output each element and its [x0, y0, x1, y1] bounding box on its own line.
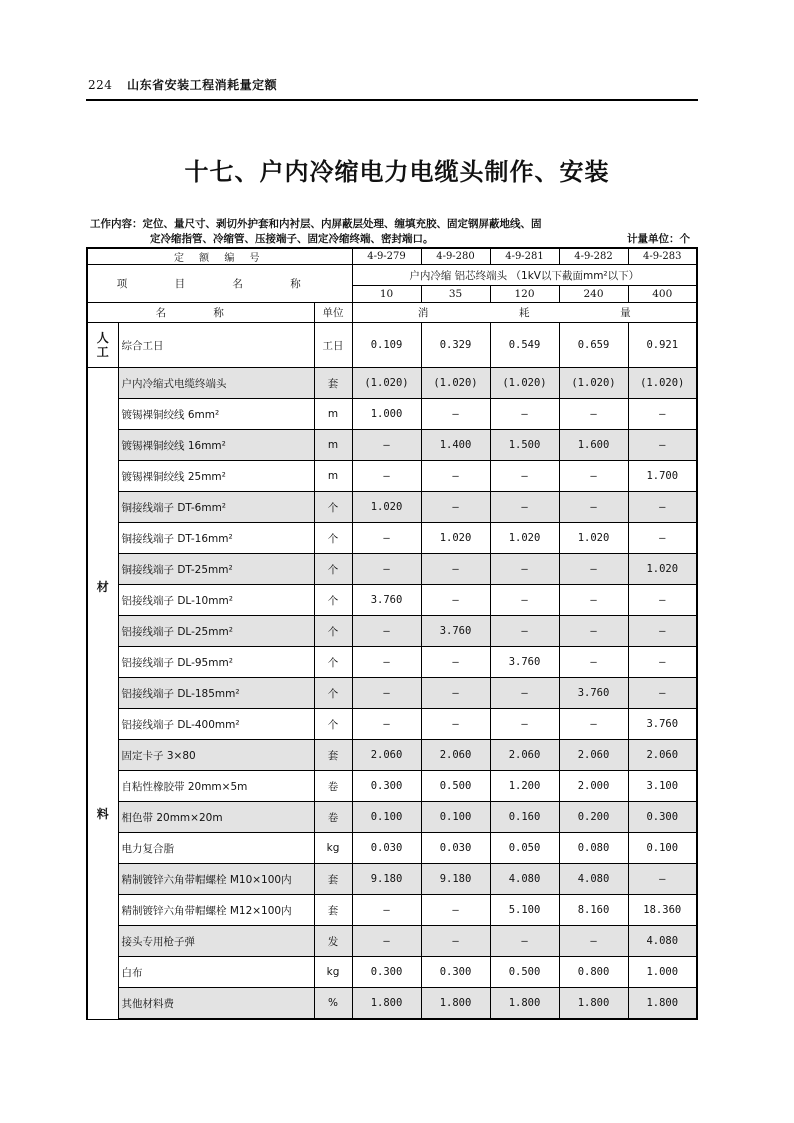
material-value: 1.020 — [628, 554, 697, 585]
material-value: — — [421, 554, 490, 585]
material-value: — — [490, 554, 559, 585]
labor-value: 0.109 — [352, 323, 421, 368]
material-value: — — [559, 647, 628, 678]
material-value: 9.180 — [352, 864, 421, 895]
material-value: — — [421, 647, 490, 678]
material-value: — — [352, 616, 421, 647]
material-value: — — [490, 492, 559, 523]
material-value: 0.300 — [421, 957, 490, 988]
section-title: 十七、户内冷缩电力电缆头制作、安装 — [184, 158, 610, 186]
material-name: 户内冷缩式电缆终端头 — [118, 368, 314, 399]
material-row — [87, 430, 697, 461]
material-value: — — [352, 678, 421, 709]
material-value: — — [559, 709, 628, 740]
material-unit: 个 — [314, 709, 352, 740]
material-value: — — [352, 926, 421, 957]
material-value: — — [559, 399, 628, 430]
spec-cell: 400 — [628, 286, 697, 303]
material-value: 2.060 — [421, 740, 490, 771]
material-value: — — [490, 926, 559, 957]
spec-cell: 10 — [352, 286, 421, 303]
consumption-char: 量 — [620, 307, 631, 319]
material-row — [87, 678, 697, 709]
material-value: — — [490, 678, 559, 709]
material-value: 3.760 — [352, 585, 421, 616]
material-value: 18.360 — [628, 895, 697, 926]
material-value: — — [490, 709, 559, 740]
material-value: — — [421, 895, 490, 926]
material-unit: m — [314, 399, 352, 430]
material-value: — — [421, 461, 490, 492]
material-value: 0.030 — [421, 833, 490, 864]
material-value: 0.300 — [628, 802, 697, 833]
material-value: — — [559, 926, 628, 957]
material-value: 3.760 — [490, 647, 559, 678]
material-unit: kg — [314, 833, 352, 864]
material-unit: 个 — [314, 523, 352, 554]
material-value: — — [421, 926, 490, 957]
material-value: 8.160 — [559, 895, 628, 926]
material-unit: 卷 — [314, 802, 352, 833]
material-value: 1.020 — [352, 492, 421, 523]
item-name-label: 项 目 名 称 — [87, 265, 352, 303]
item-description: 户内冷缩 铝芯终端头 （1kV以下截面mm²以下） — [352, 265, 697, 286]
material-value: 0.030 — [352, 833, 421, 864]
labor-unit: 工日 — [314, 323, 352, 368]
material-unit: % — [314, 988, 352, 1020]
material-unit: 套 — [314, 864, 352, 895]
material-row — [87, 492, 697, 523]
material-name: 其他材料费 — [118, 988, 314, 1020]
material-row — [87, 864, 697, 895]
material-unit: 套 — [314, 740, 352, 771]
labor-row — [87, 323, 697, 368]
material-value: 0.080 — [559, 833, 628, 864]
material-value: — — [421, 492, 490, 523]
material-value: (1.020) — [490, 368, 559, 399]
material-name: 镀锡裸铜绞线 25mm² — [118, 461, 314, 492]
code-row — [87, 248, 697, 265]
material-value: — — [628, 678, 697, 709]
material-value: — — [559, 616, 628, 647]
material-value: 9.180 — [421, 864, 490, 895]
code-cell: 4-9-281 — [490, 248, 559, 265]
material-name: 电力复合脂 — [118, 833, 314, 864]
material-value: 0.050 — [490, 833, 559, 864]
material-value: — — [421, 709, 490, 740]
material-value: — — [490, 616, 559, 647]
material-name: 精制镀锌六角带帽螺栓 M10×100内 — [118, 864, 314, 895]
material-value: 0.200 — [559, 802, 628, 833]
material-value: 0.100 — [352, 802, 421, 833]
labor-value: 0.921 — [628, 323, 697, 368]
quota-table — [86, 247, 698, 1020]
material-name: 固定卡子 3×80 — [118, 740, 314, 771]
material-value: — — [490, 461, 559, 492]
material-name: 自粘性橡胶带 20mm×5m — [118, 771, 314, 802]
consumption-char: 耗 — [518, 307, 530, 319]
material-row — [87, 988, 697, 1020]
material-value: — — [628, 585, 697, 616]
column-header-row — [87, 303, 697, 323]
spec-cell: 240 — [559, 286, 628, 303]
material-category: 材 料 — [87, 368, 118, 1020]
material-name: 镀锡裸铜绞线 16mm² — [118, 430, 314, 461]
material-value: 0.160 — [490, 802, 559, 833]
material-row — [87, 616, 697, 647]
material-name: 铜接线端子 DT-25mm² — [118, 554, 314, 585]
material-row — [87, 802, 697, 833]
material-value: 1.500 — [490, 430, 559, 461]
material-value: 1.020 — [559, 523, 628, 554]
material-row — [87, 709, 697, 740]
material-value: 2.000 — [559, 771, 628, 802]
material-value: — — [421, 399, 490, 430]
material-value: — — [352, 430, 421, 461]
material-value: — — [559, 461, 628, 492]
material-name: 铝接线端子 DL-95mm² — [118, 647, 314, 678]
material-row — [87, 926, 697, 957]
material-unit: 个 — [314, 616, 352, 647]
work-content-line-2: 定冷缩指管、冷缩管、压接端子、固定冷缩终端、密封端口。 — [150, 233, 434, 245]
material-value: 1.700 — [628, 461, 697, 492]
material-value: — — [352, 461, 421, 492]
material-value: 0.300 — [352, 771, 421, 802]
labor-value: 0.329 — [421, 323, 490, 368]
material-name: 精制镀锌六角带帽螺栓 M12×100内 — [118, 895, 314, 926]
measurement-unit-note: 计量单位：个 — [627, 233, 690, 245]
material-row — [87, 368, 697, 399]
material-value: 0.500 — [490, 957, 559, 988]
material-unit: kg — [314, 957, 352, 988]
material-value: — — [628, 430, 697, 461]
material-name: 铜接线端子 DT-16mm² — [118, 523, 314, 554]
material-row — [87, 523, 697, 554]
material-unit: 个 — [314, 647, 352, 678]
material-value: — — [352, 709, 421, 740]
material-value: 1.020 — [490, 523, 559, 554]
material-unit: 个 — [314, 585, 352, 616]
material-unit: 套 — [314, 368, 352, 399]
material-value: — — [559, 492, 628, 523]
material-value: 1.800 — [628, 988, 697, 1020]
material-value: — — [559, 554, 628, 585]
material-value: — — [628, 616, 697, 647]
material-row — [87, 647, 697, 678]
material-value: 5.100 — [490, 895, 559, 926]
material-row — [87, 833, 697, 864]
material-row — [87, 585, 697, 616]
material-name: 铝接线端子 DL-25mm² — [118, 616, 314, 647]
material-row — [87, 740, 697, 771]
material-unit: 套 — [314, 895, 352, 926]
material-value: 1.000 — [628, 957, 697, 988]
header-rule — [86, 99, 698, 101]
material-value: 1.400 — [421, 430, 490, 461]
material-value: 4.080 — [490, 864, 559, 895]
material-value: — — [352, 895, 421, 926]
material-value: (1.020) — [421, 368, 490, 399]
running-header — [88, 76, 277, 93]
material-value: 2.060 — [490, 740, 559, 771]
spec-cell: 35 — [421, 286, 490, 303]
material-row — [87, 461, 697, 492]
material-name: 白布 — [118, 957, 314, 988]
material-value: — — [628, 647, 697, 678]
code-label: 定 额 编 号 — [87, 248, 352, 265]
material-value: — — [352, 647, 421, 678]
col-name-header: 名 称 — [87, 303, 314, 323]
code-cell: 4-9-280 — [421, 248, 490, 265]
material-value: 2.060 — [559, 740, 628, 771]
material-unit: 个 — [314, 492, 352, 523]
material-value: 0.500 — [421, 771, 490, 802]
material-unit: 发 — [314, 926, 352, 957]
material-name: 接头专用枪子弹 — [118, 926, 314, 957]
material-value: (1.020) — [352, 368, 421, 399]
labor-value: 0.659 — [559, 323, 628, 368]
material-value: 0.300 — [352, 957, 421, 988]
material-name: 铝接线端子 DL-400mm² — [118, 709, 314, 740]
work-content-line-1: 工作内容：定位、量尺寸、剥切外护套和内衬层、内屏蔽层处理、缠填充胶、固定钢屏蔽地线、固 — [90, 218, 542, 230]
material-name: 相色带 20mm×20m — [118, 802, 314, 833]
material-value: 4.080 — [628, 926, 697, 957]
material-value: 2.060 — [628, 740, 697, 771]
material-name: 镀锡裸铜绞线 6mm² — [118, 399, 314, 430]
material-name: 铜接线端子 DT-6mm² — [118, 492, 314, 523]
material-value: — — [490, 585, 559, 616]
material-value: — — [421, 678, 490, 709]
material-value: — — [490, 399, 559, 430]
material-value: 1.800 — [352, 988, 421, 1020]
labor-category: 人 工 — [87, 323, 118, 368]
material-row — [87, 957, 697, 988]
consumption-char: 消 — [417, 307, 429, 319]
material-row — [87, 554, 697, 585]
col-consumption-header — [352, 303, 697, 323]
material-value: 0.100 — [421, 802, 490, 833]
material-row — [87, 895, 697, 926]
material-value: 2.060 — [352, 740, 421, 771]
material-value: 1.000 — [352, 399, 421, 430]
work-content — [90, 217, 690, 247]
material-value: — — [628, 523, 697, 554]
material-value: (1.020) — [559, 368, 628, 399]
col-unit-header: 单位 — [314, 303, 352, 323]
material-value: 1.600 — [559, 430, 628, 461]
material-row — [87, 399, 697, 430]
labor-value: 0.549 — [490, 323, 559, 368]
book-title: 山东省安装工程消耗量定额 — [127, 78, 278, 92]
material-value: — — [628, 492, 697, 523]
material-value: — — [628, 864, 697, 895]
material-value: — — [628, 399, 697, 430]
code-cell: 4-9-279 — [352, 248, 421, 265]
material-value: 1.020 — [421, 523, 490, 554]
material-value: 1.800 — [559, 988, 628, 1020]
material-value: — — [352, 554, 421, 585]
material-value: 4.080 — [559, 864, 628, 895]
material-row — [87, 771, 697, 802]
material-unit: m — [314, 430, 352, 461]
labor-name: 综合工日 — [118, 323, 314, 368]
material-value: 3.760 — [628, 709, 697, 740]
item-desc-row — [87, 265, 697, 286]
material-value: 0.100 — [628, 833, 697, 864]
material-value: — — [421, 585, 490, 616]
material-value: 1.200 — [490, 771, 559, 802]
code-cell: 4-9-282 — [559, 248, 628, 265]
material-value: (1.020) — [628, 368, 697, 399]
material-unit: 个 — [314, 678, 352, 709]
material-value: 1.800 — [490, 988, 559, 1020]
material-unit: 卷 — [314, 771, 352, 802]
material-value: 3.760 — [559, 678, 628, 709]
code-cell: 4-9-283 — [628, 248, 697, 265]
material-value: — — [352, 523, 421, 554]
material-value: 1.800 — [421, 988, 490, 1020]
page-number: 224 — [88, 78, 113, 92]
material-name: 铝接线端子 DL-185mm² — [118, 678, 314, 709]
material-value: 3.760 — [421, 616, 490, 647]
material-name: 铝接线端子 DL-10mm² — [118, 585, 314, 616]
material-value: 3.100 — [628, 771, 697, 802]
spec-cell: 120 — [490, 286, 559, 303]
material-unit: m — [314, 461, 352, 492]
material-value: — — [559, 585, 628, 616]
material-value: 0.800 — [559, 957, 628, 988]
material-unit: 个 — [314, 554, 352, 585]
